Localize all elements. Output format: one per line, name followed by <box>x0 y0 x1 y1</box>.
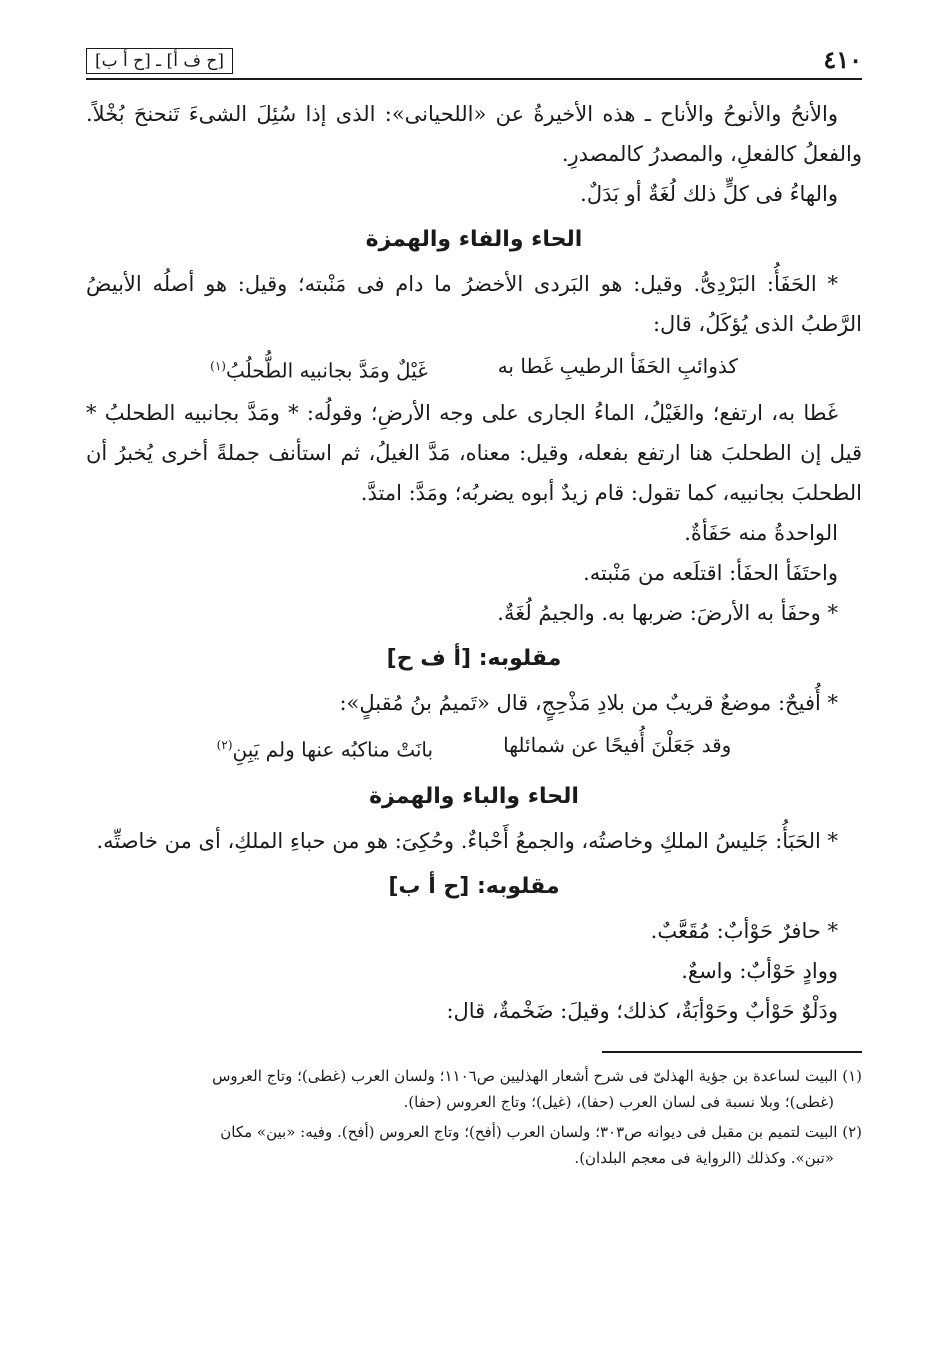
entry-hafa: * الحَفَأُ: البَرْدِىُّ. وقيل: هو البَردى الأخضرُ ما دام فى مَنْبته؛ وقيل: هو أصلُه الأبيضُ الرَّطبُ الذى يُؤكَلُ، قال: <box>86 272 862 336</box>
entry-dalw-hawab: ودَلْوٌ حَوْأبٌ وحَوْأبَةٌ، كذلك؛ وقيلَ: ضَخْمةٌ، قال: <box>446 999 838 1024</box>
footnote-1-line1: (١) البيت لساعدة بن جؤية الهذلىّ فى شرح أشعار الهذليين ص١١٠٦؛ ولسان العرب (غطى)؛ وتاج العروس <box>212 1067 862 1086</box>
footnote-2-line2: «تبن». وكذلك (الرواية فى معجم البلدان). <box>574 1149 834 1168</box>
verse-2 <box>86 723 862 772</box>
page-range-label: [ح ف أ] ـ [ح أ ب] <box>86 48 233 74</box>
verse-2-second-hemistich <box>217 723 433 772</box>
verse-1-second-text: غَيْلٌ ومَدَّ بجانبيه الطُّحلُبُ <box>225 358 428 383</box>
footnote-ref-1: (١) <box>210 359 226 373</box>
entry-haba: * الحَبَأُ: جَليسُ الملكِ وخاصتُه، والجمعُ أَحْباءٌ. وحُكِىَ: هو من حباءِ الملكِ، أى من خاصتِّه. <box>96 829 838 854</box>
section-heading-ha-ba-hamza: الحاء والباء والهمزة <box>369 784 579 810</box>
footnote-1-line2: (غطى)؛ وبلا نسبة فى لسان العرب (حفا)، (غيل)؛ وتاج العروس (حفا). <box>403 1093 834 1112</box>
entry-ufayh: * أُفيحٌ: موضعٌ قريبٌ من بلادِ مَذْحِجٍ، قال «تَميمُ بنُ مُقبلٍ»: <box>339 690 838 715</box>
entry-hafir-hawab: * حافرٌ حَوْأبٌ: مُقَعَّبٌ. <box>650 919 838 944</box>
verse-1-second-hemistich <box>210 344 428 393</box>
verse-1 <box>86 344 862 393</box>
footnote-1 <box>86 1063 862 1115</box>
entry-ihtafa: واحتَفَأ الحفَأ: اقتلَعه من مَنْبته. <box>583 560 838 585</box>
intro-paragraph: والأنحُ والأنوحُ والأناح ـ هذه الأخيرةُ عن «اللحيانى»: الذى إذا سُئِلَ الشىءَ تَنحنحَ بُخْلاً. والفعلُ كالفعلِ، والمصدرُ كالمصدرِ. <box>86 102 862 166</box>
footnote-ref-2: (٢) <box>216 737 233 752</box>
header-rule <box>86 78 862 80</box>
page-header <box>86 40 862 74</box>
verse-2-first-hemistich: وقد جَعَلْنَ أُفيحًا عن شمائلها <box>503 732 732 757</box>
footnote-rule <box>602 1051 862 1053</box>
verse-1-first-hemistich: كذوائبِ الحَفَأ الرطيبِ غَطا به <box>497 354 738 378</box>
page-number: ٤١٠ <box>823 45 862 74</box>
verse-2-second-text: بانَتْ مناكبُه عنها ولم يَبِنِ <box>232 737 434 762</box>
section-heading-hab: مقلوبه: [ح أ ب] <box>388 874 560 900</box>
section-heading-ha-fa-hamza: الحاء والفاء والهمزة <box>365 227 583 252</box>
entry-wad-hawab: ووادٍ حَوْأبٌ: واسعٌ. <box>681 959 838 984</box>
dictionary-page <box>86 40 862 1340</box>
footnote-2-line1: (٢) البيت لتميم بن مقبل فى ديوانه ص٣٠٣؛ ولسان العرب (أفح)؛ وتاج العروس (أفح). وفيه: «بين» مكان <box>220 1123 862 1142</box>
entry-hafa-bihi: * وحفَأ به الأرضَ: ضربها به. والجيمُ لُغَةٌ. <box>497 600 838 625</box>
footnote-2 <box>86 1119 862 1171</box>
intro-note: والهاءُ فى كلٍّ ذلك لُغَةٌ أو بَدَلٌ. <box>580 182 838 206</box>
section-heading-afh: مقلوبه: [أ ف ح] <box>386 645 562 671</box>
footnotes <box>86 1063 862 1171</box>
entry-hafaa-singular: الواحدةُ منه حَفَأةٌ. <box>684 520 838 545</box>
verse-1-commentary: غَطا به، ارتفع؛ والغَيْلُ، الماءُ الجارى على وجه الأرضِ؛ وقولُه: * ومَدَّ بجانبيه الطحلبُ * قيل إن الطحلبَ هنا ارتفع بفعله، وقيل: معناه، مَدَّ الغيلُ، ثم استأنف جملةً أخرى يُخبرُ أن الطحلبَ بجانبيه، كما تقول: قام زيدٌ أبوه يضربُه؛ ومَدَّ: امتدَّ. <box>86 400 862 505</box>
